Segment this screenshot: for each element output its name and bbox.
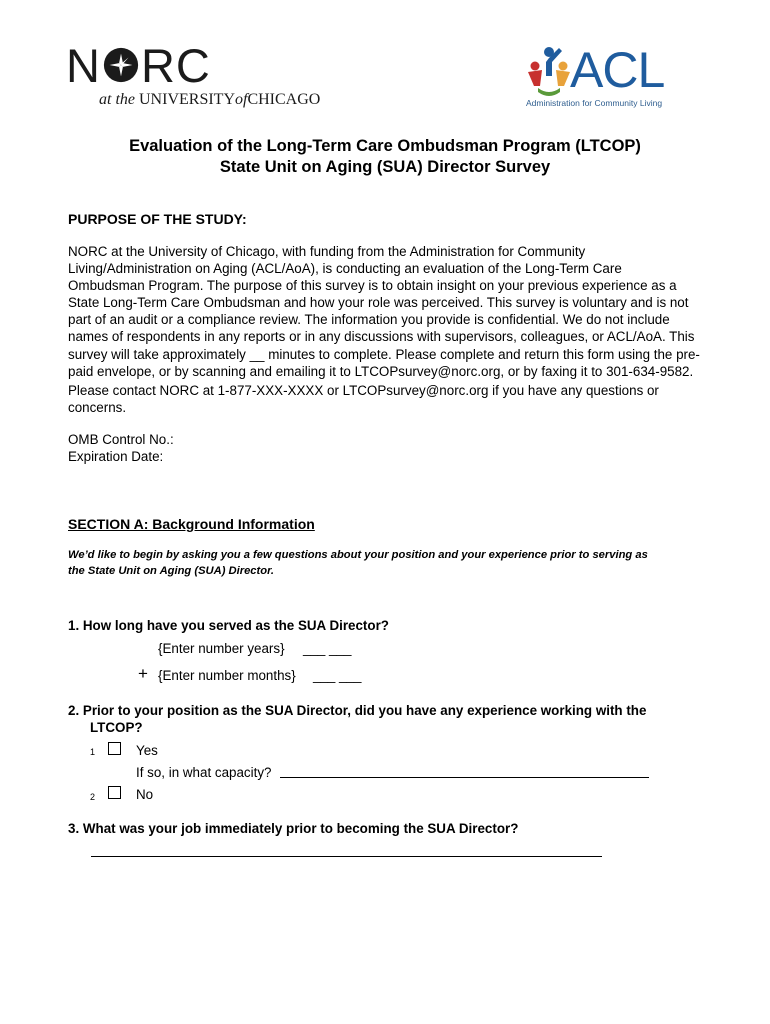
- norc-letter-n: N: [66, 39, 101, 92]
- purpose-line: paid envelope, or by scanning and emailing it to LTCOPsurvey@norc.org, or by faxing it to 301-634-9582.: [68, 363, 694, 379]
- contact-paragraph: [68, 382, 718, 416]
- norc-sub-prefix: at the: [99, 91, 135, 108]
- norc-subtitle: [99, 91, 320, 109]
- purpose-line: part of an audit or a compliance review. The information you provide is confidential. We do not include: [68, 312, 670, 328]
- capacity-input-line[interactable]: [280, 777, 649, 778]
- survey-subtitle: State Unit on Aging (SUA) Director Survey: [219, 158, 551, 176]
- acl-wordmark: ACL: [570, 42, 665, 98]
- yes-checkbox[interactable]: [108, 742, 121, 755]
- yes-label: Yes: [136, 743, 158, 758]
- purpose-line: names of respondents in any reports or in any discussions with supervisors, colleagues, or ACL/AoA. This: [68, 329, 695, 345]
- norc-logo: [66, 39, 326, 112]
- months-label: {Enter number months}: [158, 668, 296, 683]
- norc-letters-rc: RC: [140, 39, 211, 92]
- norc-wordmark: [66, 39, 211, 92]
- norc-sub-univ: UNIVERSITY: [139, 91, 235, 108]
- no-checkbox[interactable]: [108, 786, 121, 799]
- plus-sign: +: [138, 664, 148, 683]
- capacity-label: If so, in what capacity?: [136, 765, 272, 780]
- intro-line: the State Unit on Aging (SUA) Director.: [68, 565, 274, 577]
- years-input[interactable]: ___ ___: [303, 641, 352, 656]
- purpose-line: Ombudsman Program. The purpose of this survey is to obtain insight on your previous experience as a: [68, 278, 677, 294]
- acl-figures-icon: [526, 46, 572, 98]
- question-2: 2. Prior to your position as the SUA Director, did you have any experience working with the: [68, 703, 647, 718]
- expiration-date-label: Expiration Date:: [68, 449, 164, 465]
- months-input[interactable]: ___ ___: [313, 668, 362, 683]
- purpose-line: survey will take approximately __ minutes to complete. Please complete and return this form using the pre-: [68, 346, 700, 362]
- option-code: 2: [90, 792, 96, 802]
- omb-info: [68, 431, 718, 465]
- purpose-line: State Long-Term Care Ombudsman and how your role was perceived. This survey is voluntary and is not: [68, 295, 689, 311]
- omb-control-label: OMB Control No.:: [68, 432, 174, 447]
- option-code: 1: [90, 747, 96, 757]
- question-1: 1. How long have you served as the SUA Director?: [68, 618, 389, 633]
- no-label: No: [136, 787, 154, 802]
- contact-line: Please contact NORC at 1-877-XXX-XXXX or LTCOPsurvey@norc.org if you have any questions or: [68, 383, 659, 398]
- purpose-paragraph: [68, 243, 718, 380]
- acl-logo: [522, 42, 687, 114]
- survey-title: Evaluation of the Long-Term Care Ombudsman Program (LTCOP): [129, 137, 641, 155]
- section-a-intro: [68, 547, 718, 579]
- intro-line: We’d like to begin by asking you a few questions about your position and your experience prior to serving as: [68, 549, 648, 561]
- years-label: {Enter number years}: [158, 641, 285, 656]
- prior-job-input-line[interactable]: [91, 856, 602, 857]
- purpose-line: NORC at the University of Chicago, with funding from the Administration for Community: [68, 244, 586, 259]
- contact-line: concerns.: [68, 400, 127, 416]
- acl-tagline: Administration for Community Living: [526, 98, 663, 108]
- question-3: 3. What was your job immediately prior to becoming the SUA Director?: [68, 821, 519, 836]
- purpose-line: Living/Administration on Aging (ACL/AoA), is conducting an evaluation of the Long-Term Care: [68, 261, 622, 277]
- question-2-continued: LTCOP?: [90, 720, 143, 735]
- norc-sub-of: of: [235, 91, 248, 108]
- norc-star-o-icon: [102, 46, 140, 84]
- section-a-heading: SECTION A: Background Information: [68, 516, 315, 532]
- purpose-heading: PURPOSE OF THE STUDY:: [68, 211, 247, 227]
- norc-sub-city: CHICAGO: [247, 91, 321, 108]
